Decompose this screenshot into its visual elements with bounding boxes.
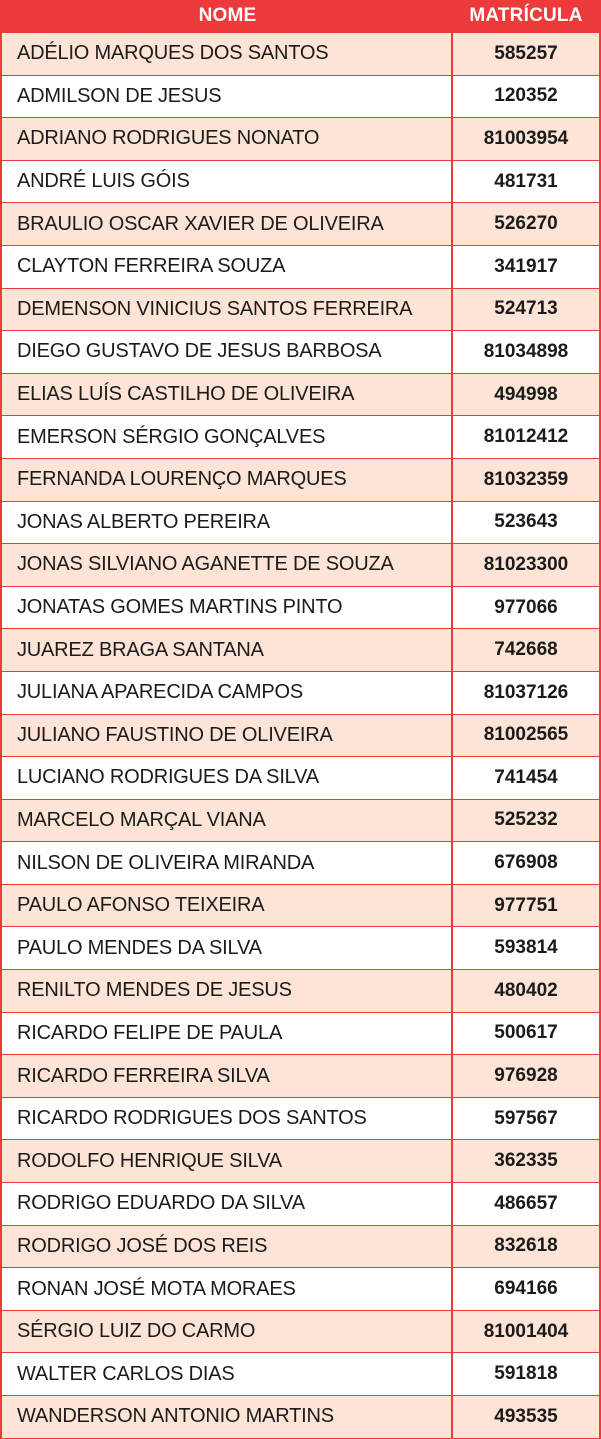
table-row (2, 1267, 599, 1310)
cell-nome: JONATAS GOMES MARTINS PINTO (2, 587, 453, 629)
table-row (2, 373, 599, 416)
cell-matricula: 585257 (494, 42, 558, 64)
cell-matricula: 481731 (494, 170, 558, 192)
cell-nome: RICARDO FELIPE DE PAULA (2, 1013, 453, 1055)
cell-nome: RODOLFO HENRIQUE SILVA (2, 1140, 453, 1182)
cell-matricula: 480402 (494, 979, 558, 1001)
table-row (2, 501, 599, 544)
cell-nome: JONAS ALBERTO PEREIRA (2, 502, 453, 544)
table-row (2, 1352, 599, 1395)
cell-nome: JONAS SILVIANO AGANETTE DE SOUZA (2, 544, 453, 586)
cell-matricula: 593814 (494, 937, 558, 959)
table-row (2, 458, 599, 501)
cell-matricula: 81002565 (483, 724, 569, 746)
table-row (2, 671, 599, 714)
cell-nome: ANDRÉ LUIS GÓIS (2, 161, 453, 203)
cell-matricula: 525232 (494, 809, 558, 831)
table-row (2, 117, 599, 160)
cell-nome: JULIANA APARECIDA CAMPOS (2, 672, 453, 714)
cell-matricula: 341917 (494, 255, 558, 277)
table-row (2, 288, 599, 331)
cell-nome: LUCIANO RODRIGUES DA SILVA (2, 757, 453, 799)
table-row (2, 245, 599, 288)
table-row (2, 1395, 599, 1438)
cell-matricula: 81034898 (483, 340, 569, 362)
cell-matricula: 591818 (494, 1363, 558, 1385)
table-row (2, 841, 599, 884)
table-row (2, 415, 599, 458)
table-row (2, 160, 599, 203)
table-row (2, 1012, 599, 1055)
cell-matricula: 832618 (494, 1235, 558, 1257)
cell-nome: ADMILSON DE JESUS (2, 76, 453, 118)
cell-matricula: 362335 (494, 1150, 558, 1172)
cell-nome: NILSON DE OLIVEIRA MIRANDA (2, 842, 453, 884)
cell-matricula: 524713 (494, 298, 558, 320)
cell-matricula: 976928 (494, 1065, 558, 1087)
table-header (2, 0, 599, 32)
cell-nome: JULIANO FAUSTINO DE OLIVEIRA (2, 715, 453, 757)
cell-matricula: 977751 (494, 894, 558, 916)
table-row (2, 330, 599, 373)
cell-nome: EMERSON SÉRGIO GONÇALVES (2, 416, 453, 458)
cell-matricula: 741454 (494, 766, 558, 788)
cell-nome: RICARDO FERREIRA SILVA (2, 1055, 453, 1097)
cell-matricula: 493535 (494, 1405, 558, 1427)
cell-nome: DIEGO GUSTAVO DE JESUS BARBOSA (2, 331, 453, 373)
cell-nome: ADÉLIO MARQUES DOS SANTOS (2, 33, 453, 75)
table-row (2, 32, 599, 75)
table-row (2, 926, 599, 969)
cell-matricula: 81032359 (483, 468, 569, 490)
table-row (2, 1097, 599, 1140)
cell-nome: PAULO AFONSO TEIXEIRA (2, 885, 453, 927)
cell-nome: FERNANDA LOURENÇO MARQUES (2, 459, 453, 501)
cell-matricula: 526270 (494, 213, 558, 235)
cell-nome: DEMENSON VINICIUS SANTOS FERREIRA (2, 289, 453, 331)
cell-nome: SÉRGIO LUIZ DO CARMO (2, 1311, 453, 1353)
table-row (2, 714, 599, 757)
table-row (2, 202, 599, 245)
table-row (2, 756, 599, 799)
cell-matricula: 81012412 (483, 426, 569, 448)
cell-matricula: 694166 (494, 1278, 558, 1300)
cell-matricula: 81003954 (483, 127, 569, 149)
table-row (2, 969, 599, 1012)
column-header-nome: NOME (198, 5, 257, 26)
cell-nome: ADRIANO RODRIGUES NONATO (2, 118, 453, 160)
column-header-matricula: MATRÍCULA (469, 5, 583, 26)
cell-matricula: 742668 (494, 639, 558, 661)
table-row (2, 1310, 599, 1353)
cell-matricula: 81001404 (483, 1320, 569, 1342)
cell-matricula: 676908 (494, 852, 558, 874)
cell-matricula: 494998 (494, 383, 558, 405)
table-row (2, 586, 599, 629)
cell-matricula: 523643 (494, 511, 558, 533)
table-row (2, 543, 599, 586)
table-row (2, 1139, 599, 1182)
cell-matricula: 977066 (494, 596, 558, 618)
cell-nome: JUAREZ BRAGA SANTANA (2, 629, 453, 671)
cell-nome: WALTER CARLOS DIAS (2, 1353, 453, 1395)
cell-nome: RODRIGO JOSÉ DOS REIS (2, 1226, 453, 1268)
cell-matricula: 120352 (494, 85, 558, 107)
cell-nome: WANDERSON ANTONIO MARTINS (2, 1396, 453, 1438)
table-row (2, 884, 599, 927)
cell-nome: PAULO MENDES DA SILVA (2, 927, 453, 969)
table-body (2, 32, 599, 1438)
cell-nome: RICARDO RODRIGUES DOS SANTOS (2, 1098, 453, 1140)
cell-matricula: 81037126 (483, 681, 569, 703)
table-row (2, 75, 599, 118)
table-row (2, 1054, 599, 1097)
cell-matricula: 597567 (494, 1107, 558, 1129)
cell-nome: RENILTO MENDES DE JESUS (2, 970, 453, 1012)
cell-nome: BRAULIO OSCAR XAVIER DE OLIVEIRA (2, 203, 453, 245)
cell-matricula: 81023300 (483, 553, 569, 575)
cell-nome: MARCELO MARÇAL VIANA (2, 800, 453, 842)
cell-nome: RODRIGO EDUARDO DA SILVA (2, 1183, 453, 1225)
cell-nome: ELIAS LUÍS CASTILHO DE OLIVEIRA (2, 374, 453, 416)
cell-matricula: 500617 (494, 1022, 558, 1044)
table-row (2, 1225, 599, 1268)
table-row (2, 799, 599, 842)
table-row (2, 1182, 599, 1225)
table-row (2, 628, 599, 671)
cell-nome: RONAN JOSÉ MOTA MORAES (2, 1268, 453, 1310)
cell-nome: CLAYTON FERREIRA SOUZA (2, 246, 453, 288)
cell-matricula: 486657 (494, 1192, 558, 1214)
